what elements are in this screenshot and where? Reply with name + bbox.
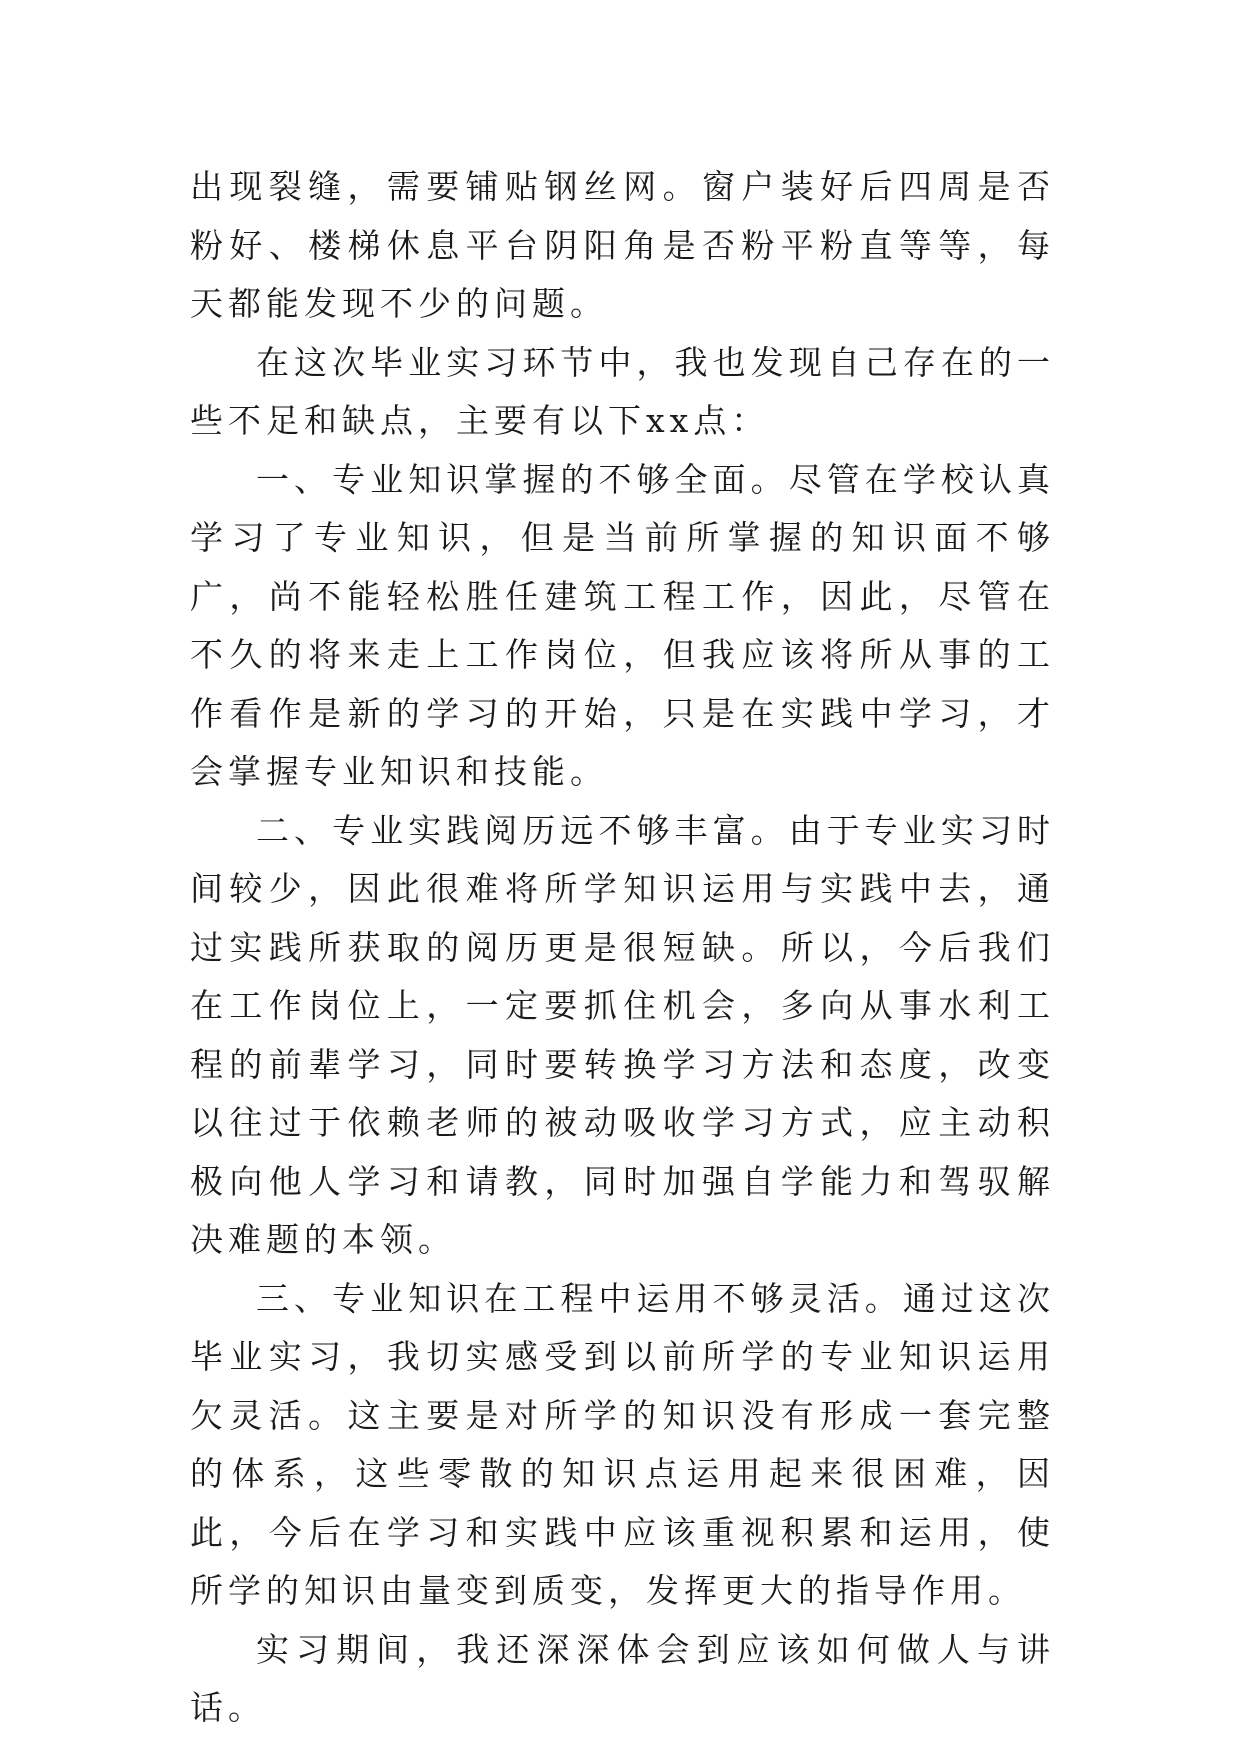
paragraph-point-three: 三、专业知识在工程中运用不够灵活。通过这次毕业实习，我切实感受到以前所学的专业知识运用欠灵活。这主要是对所学的知识没有形成一套完整的体系，这些零散的知识点运用起来很困难，因此，今后在学习和实践中应该重视积累和运用，使所学的知识由量变到质变，发挥更大的指导作用。 xyxy=(190,1278,1055,1610)
paragraph-continuation: 出现裂缝，需要铺贴钢丝网。窗户装好后四周是否粉好、楼梯休息平台阴阳角是否粉平粉直等等，每天都能发现不少的问题。 xyxy=(190,167,1055,323)
paragraph-point-two: 二、专业实践阅历远不够丰富。由于专业实习时间较少，因此很难将所学知识运用与实践中去，通过实践所获取的阅历更是很短缺。所以，今后我们在工作岗位上，一定要抓住机会，多向从事水利工程的前辈学习，同时要转换学习方法和态度，改变以往过于依赖老师的被动吸收学习方式，应主动积极向他人学习和请教，同时加强自学能力和驾驭解决难题的本领。 xyxy=(190,810,1055,1259)
paragraph-closing: 实习期间，我还深深体会到应该如何做人与讲话。 xyxy=(190,1629,1055,1727)
document-body xyxy=(190,158,1055,1738)
paragraph-shortcomings-intro: 在这次毕业实习环节中，我也发现自己存在的一些不足和缺点，主要有以下xx点： xyxy=(190,342,1055,440)
paragraph-point-one: 一、专业知识掌握的不够全面。尽管在学校认真学习了专业知识，但是当前所掌握的知识面不够广，尚不能轻松胜任建筑工程工作，因此，尽管在不久的将来走上工作岗位，但我应该将所从事的工作看作是新的学习的开始，只是在实践中学习，才会掌握专业知识和技能。 xyxy=(190,459,1055,791)
